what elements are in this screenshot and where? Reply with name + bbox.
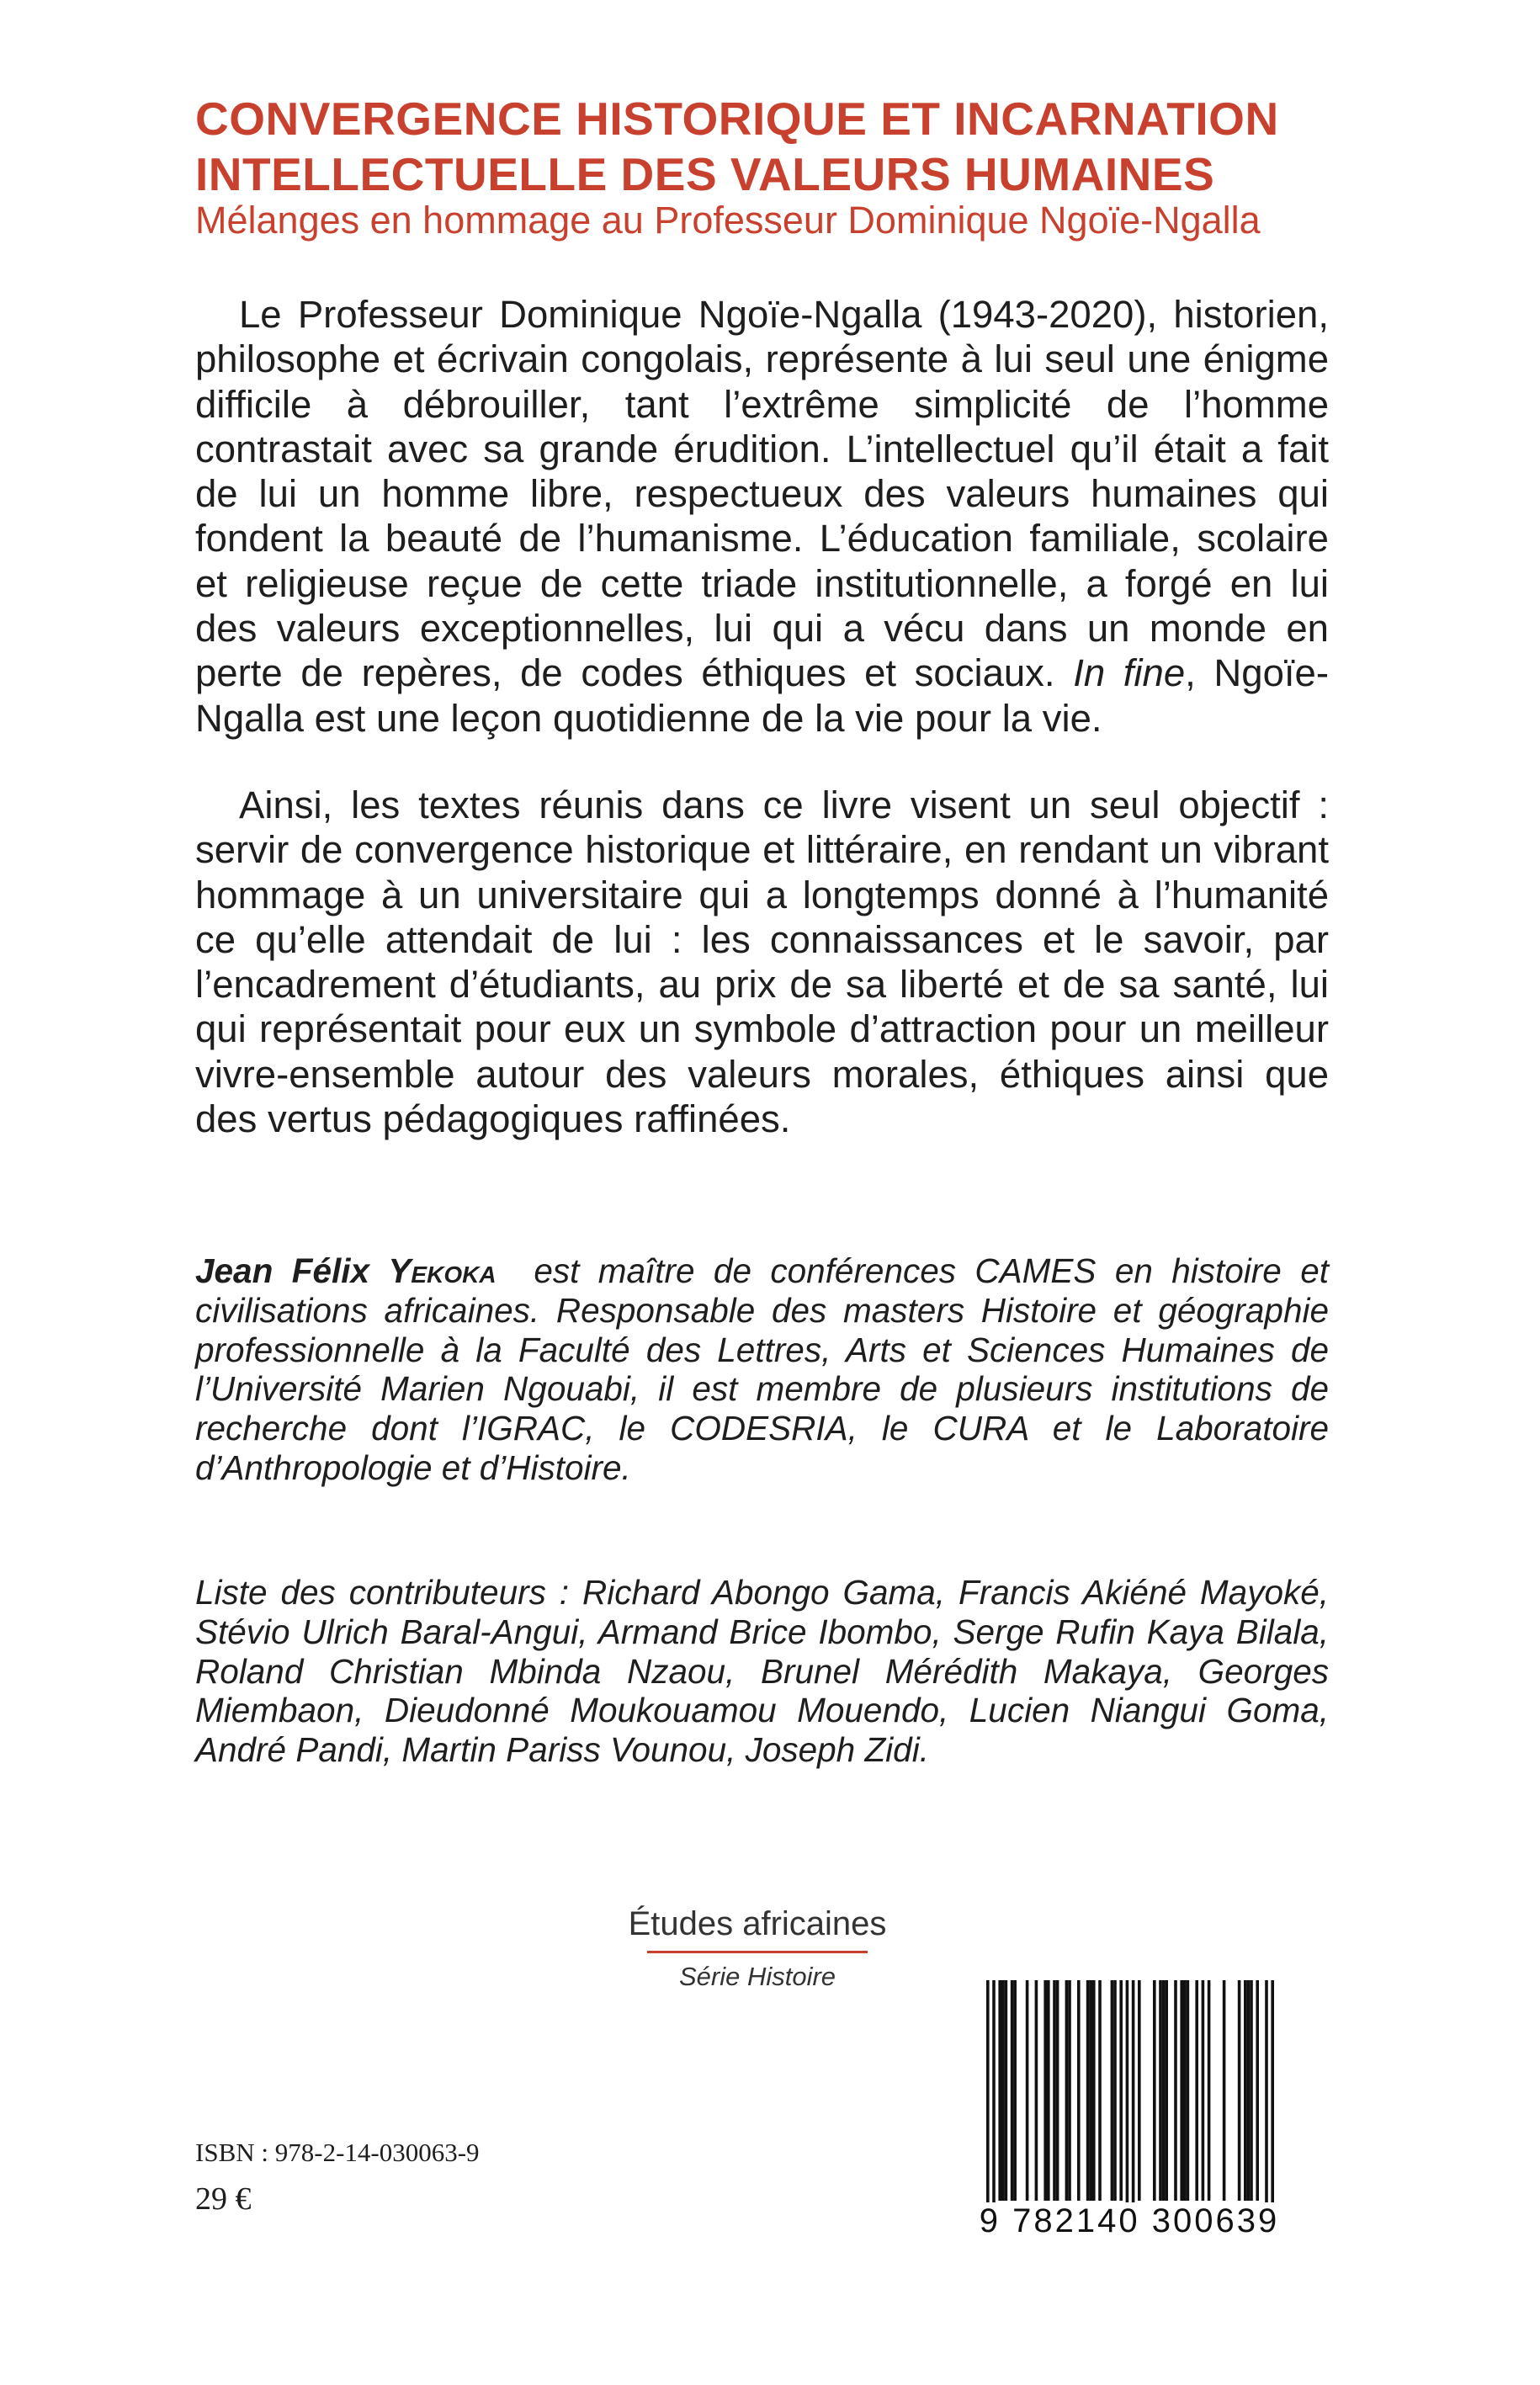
summary-italic-phrase: In fine bbox=[1073, 651, 1186, 695]
barcode-bar bbox=[1183, 1980, 1187, 2201]
barcode-bar bbox=[1011, 1980, 1014, 2201]
barcode-bar bbox=[1043, 1980, 1047, 2201]
summary-paragraph-2: Ainsi, les textes réunis dans ce livre visent un seul objectif : servir de convergence historique et littéraire, en rendant un vibrant hommage à un universitaire qui a longtemps donné à l’humanité ce qu’elle attendait de lui : les connaissances et le savoir, par l’encadrement d’étudiants, au prix de sa liberté et de sa santé, lui qui représentait pour eux un symbole d’attraction pour un meilleur vivre-ensemble autour des valeurs morales, éthiques ainsi que des vertus pédagogiques raffinées. bbox=[195, 783, 1329, 1141]
series-title: Études africaines bbox=[628, 1905, 887, 1942]
barcode-bar bbox=[1089, 1980, 1092, 2201]
barcode-digits: 9 782140 300639 bbox=[946, 2202, 1313, 2240]
barcode-bar bbox=[1244, 1980, 1247, 2201]
barcode-bar bbox=[1092, 1980, 1096, 2201]
book-subtitle: Mélanges en hommage au Professeur Dominique Ngoïe-Ngalla bbox=[195, 199, 1261, 242]
barcode-bar bbox=[1053, 1980, 1056, 2201]
barcode-bar bbox=[1195, 1980, 1198, 2201]
contributors-list: Liste des contributeurs : Richard Abongo Gama, Francis Akiéné Mayoké, Stévio Ulrich Baral-Angui, Armand Brice Ibombo, Serge Rufin Kaya Bilala, Roland Christian Mbinda Nzaou, Brunel Mérédith Makaya, Georges Miembaon, Dieudonné Moukouamou Mouendo, Lucien Niangui Goma, André Pandi, Martin Pariss Vounou, Joseph Zidi. bbox=[195, 1573, 1329, 1770]
series-logo bbox=[589, 1904, 926, 1992]
barcode-bar bbox=[1153, 1980, 1156, 2201]
barcode-bar bbox=[1035, 1980, 1038, 2201]
barcode-bar bbox=[1047, 1980, 1050, 2201]
barcode bbox=[946, 1977, 1313, 2243]
book-title: CONVERGENCE HISTORIQUE ET INCARNATION INTELLECTUELLE DES VALEURS HUMAINES bbox=[195, 93, 1279, 200]
author-first-name: Jean Félix bbox=[195, 1251, 369, 1290]
summary-paragraph-1 bbox=[195, 292, 1329, 741]
series-subtitle: Série Histoire bbox=[678, 1962, 836, 1991]
barcode-bar bbox=[1202, 1980, 1205, 2201]
barcode-bar bbox=[1132, 1980, 1135, 2214]
barcode-bar bbox=[1238, 1980, 1241, 2201]
barcode-bar bbox=[1180, 1980, 1183, 2201]
barcode-bar bbox=[1056, 1980, 1059, 2201]
summary-text-end: , Ngoïe-Ngalla est une leçon quotidienne de la vie pour la vie. bbox=[195, 651, 1329, 740]
series-divider bbox=[647, 1951, 868, 1953]
barcode-bar bbox=[1271, 1980, 1274, 2214]
isbn: ISBN : 978-2-14-030063-9 bbox=[195, 2138, 480, 2167]
barcode-bar bbox=[1265, 1980, 1268, 2214]
barcode-bar bbox=[1065, 1980, 1069, 2201]
barcode-bar bbox=[1113, 1980, 1117, 2201]
barcode-bar bbox=[1026, 1980, 1029, 2201]
barcode-bar bbox=[1208, 1980, 1211, 2201]
barcode-bar bbox=[1068, 1980, 1071, 2201]
barcode-bar bbox=[1256, 1980, 1259, 2201]
barcode-bar bbox=[1250, 1980, 1253, 2201]
barcode-bar bbox=[1165, 1980, 1168, 2201]
barcode-bar bbox=[1111, 1980, 1114, 2201]
barcode-bar bbox=[1138, 1980, 1141, 2201]
barcode-bar bbox=[992, 1980, 996, 2214]
author-bio-text: est maître de conférences CAMES en histoire et civilisations africaines. Responsable des masters Histoire et géographie professionnelle à la Faculté des Lettres, Arts et Sciences Humaines de l’Université Marien Ngouabi, il est membre de plusieurs institutions de recherche dont l’IGRAC, le CODESRIA, le CURA et le Laboratoire d’Anthropologie et d’Histoire. bbox=[195, 1251, 1329, 1487]
author-last-name: Yekoka bbox=[388, 1251, 497, 1290]
barcode-bar bbox=[1005, 1980, 1008, 2201]
barcode-bar bbox=[1174, 1980, 1177, 2201]
barcode-bar bbox=[998, 1980, 1001, 2201]
barcode-bar bbox=[986, 1980, 990, 2214]
summary-text-start: Le Professeur Dominique Ngoïe-Ngalla (1943-2020), historien, philosophe et écrivain congolais, représente à lui seul une énigme difficile à débrouiller, tant l’extrême simplicité de l’homme contrastait avec sa grande érudition. L’intellectuel qu’il était a fait de lui un homme libre, respectueux des valeurs humaines qui fondent la beauté de l’humanisme. L’éducation familiale, scolaire et religieuse reçue de cette triade institutionnelle, a forgé en lui des valeurs exceptionnelles, lui qui a vécu dans un monde en perte de repères, de codes éthiques et sociaux. bbox=[195, 293, 1329, 695]
barcode-bar bbox=[1247, 1980, 1251, 2201]
barcode-bar bbox=[1119, 1980, 1123, 2201]
barcode-bar bbox=[1162, 1980, 1166, 2201]
price: 29 € bbox=[195, 2181, 252, 2217]
barcode-bar bbox=[1098, 1980, 1102, 2201]
barcode-bar bbox=[1077, 1980, 1081, 2201]
barcode-bar bbox=[1187, 1980, 1190, 2201]
barcode-bar bbox=[1013, 1980, 1017, 2201]
barcode-bar bbox=[1001, 1980, 1005, 2201]
barcode-bars bbox=[946, 1977, 1313, 2229]
barcode-bar bbox=[1126, 1980, 1129, 2214]
author-bio bbox=[195, 1251, 1329, 1488]
barcode-bar bbox=[1159, 1980, 1162, 2201]
barcode-bar bbox=[1086, 1980, 1090, 2201]
barcode-bar bbox=[1223, 1980, 1226, 2201]
